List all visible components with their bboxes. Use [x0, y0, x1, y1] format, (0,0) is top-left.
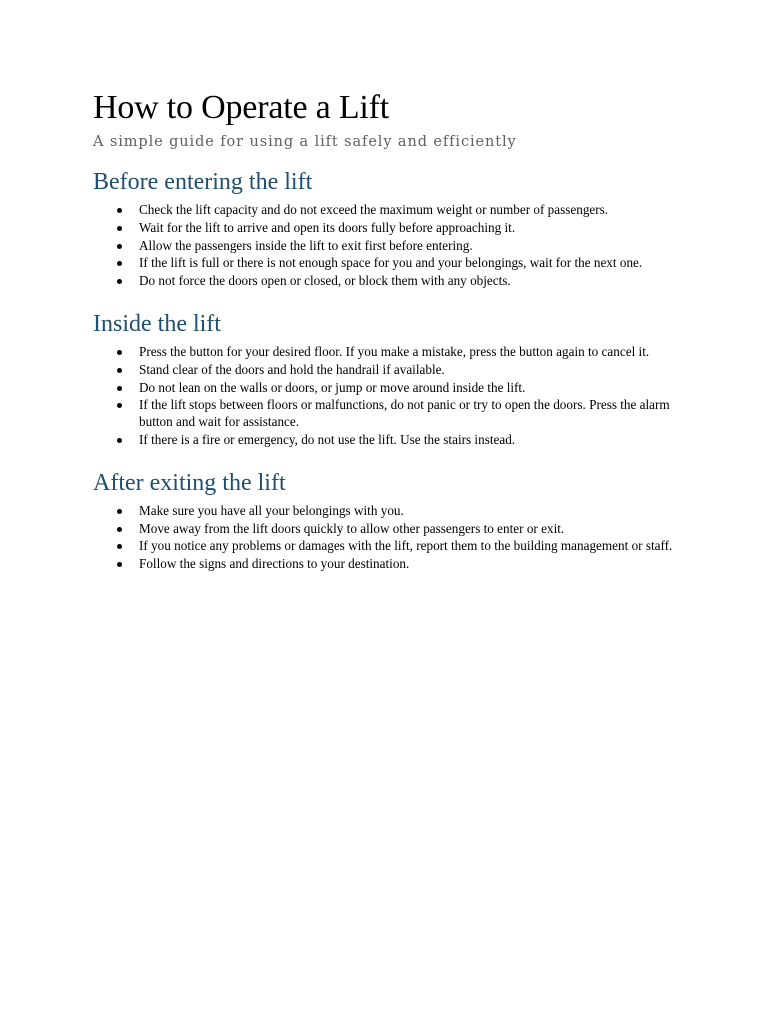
bullet-icon: [117, 279, 122, 284]
page-subtitle: A simple guide for using a lift safely and efficiently: [93, 134, 517, 150]
list-item: [93, 273, 683, 290]
bullet-icon: [117, 350, 122, 355]
list-item-text: If the lift is full or there is not enough space for you and your belongings, wait for the next one.: [139, 255, 643, 271]
list-item: [93, 255, 683, 272]
list-item: [93, 380, 683, 397]
bullet-icon: [117, 438, 122, 443]
list-item-text: If there is a fire or emergency, do not use the lift. Use the stairs instead.: [139, 431, 516, 447]
list-item: [93, 432, 683, 449]
section-heading: After exiting the lift: [93, 469, 286, 496]
bullet-list: [93, 503, 683, 573]
list-item-text: Do not lean on the walls or doors, or jump or move around inside the lift.: [139, 379, 526, 395]
list-item: [93, 538, 683, 555]
bullet-icon: [117, 226, 122, 231]
list-item: [93, 397, 683, 431]
bullet-icon: [117, 403, 122, 408]
list-item: [93, 521, 683, 538]
list-item-text: Move away from the lift doors quickly to allow other passengers to enter or exit.: [139, 520, 565, 536]
list-item: [93, 202, 683, 219]
bullet-icon: [117, 368, 122, 373]
bullet-icon: [117, 544, 122, 549]
list-item-text: Stand clear of the doors and hold the handrail if available.: [139, 361, 445, 377]
bullet-list: [93, 344, 683, 449]
list-item: [93, 362, 683, 379]
section-before-entering: [93, 167, 683, 290]
list-item-text: Wait for the lift to arrive and open its doors fully before approaching it.: [139, 219, 516, 235]
list-item: [93, 503, 683, 520]
section-heading: Before entering the lift: [93, 169, 313, 195]
list-item: [93, 220, 683, 237]
document-page: [93, 88, 683, 574]
list-item-text: Check the lift capacity and do not exceed the maximum weight or number of passengers.: [139, 202, 609, 217]
list-item: [93, 556, 683, 573]
section-inside: [93, 309, 683, 449]
bullet-icon: [117, 386, 122, 391]
bullet-icon: [117, 261, 122, 266]
list-item-text: Follow the signs and directions to your destination.: [139, 556, 410, 572]
bullet-icon: [117, 562, 122, 567]
list-item-text: Do not force the doors open or closed, or block them with any objects.: [139, 273, 511, 289]
list-item-text: Press the button for your desired floor. If you make a mistake, press the button again to cancel it.: [139, 343, 650, 359]
section-after-exiting: [93, 468, 683, 573]
page-title: How to Operate a Lift: [93, 89, 390, 126]
list-item-text: If the lift stops between floors or malfunctions, do not panic or try to open the doors. Press the alarm button and wait for assistance.: [139, 397, 670, 430]
list-item-text: If you notice any problems or damages with the lift, report them to the building management or staff.: [139, 538, 673, 554]
section-heading: Inside the lift: [93, 310, 221, 337]
bullet-icon: [117, 208, 122, 213]
list-item: [93, 238, 683, 255]
bullet-icon: [117, 527, 122, 532]
list-item-text: Make sure you have all your belongings with you.: [139, 502, 404, 518]
bullet-icon: [117, 509, 122, 514]
bullet-icon: [117, 244, 122, 249]
bullet-list: [93, 202, 683, 290]
list-item-text: Allow the passengers inside the lift to exit first before entering.: [139, 237, 473, 253]
list-item: [93, 344, 683, 361]
